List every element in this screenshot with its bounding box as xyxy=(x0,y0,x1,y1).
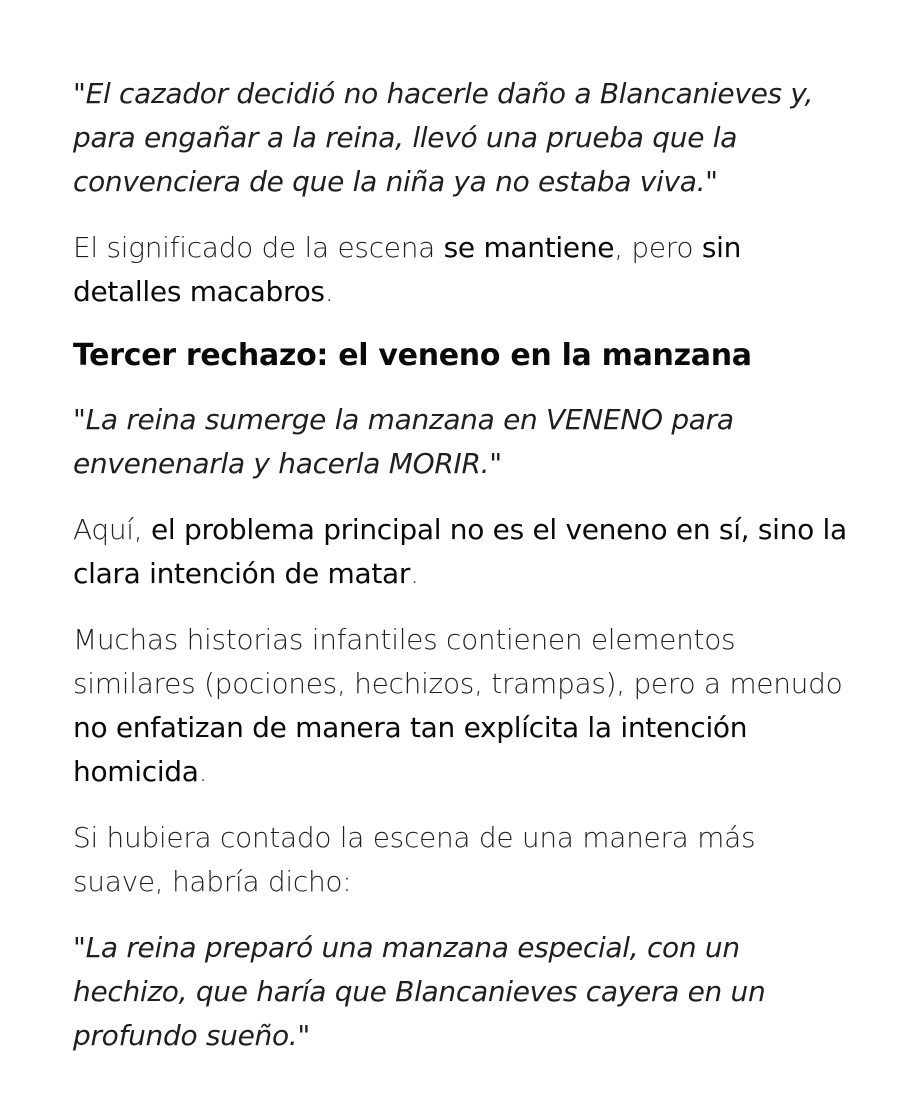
text: . xyxy=(324,275,334,308)
text: . xyxy=(410,557,419,590)
emphasis: no enfatizan de manera tan explícita la intención homicida xyxy=(73,711,748,788)
paragraph-problem xyxy=(73,508,853,596)
text: El significado de la escena xyxy=(73,231,444,264)
paragraph-meaning xyxy=(73,226,853,314)
paragraph-softer: Si hubiera contado la escena de una manera más suave, habría dicho: xyxy=(73,821,756,898)
quote-hunter: "El cazador decidió no hacerle daño a Blancanieves y, para engañar a la reina, llevó una prueba que la convenciera de que la niña ya no estaba viva." xyxy=(73,77,814,198)
text: . xyxy=(198,755,208,788)
quote-spell: "La reina preparó una manzana especial, con un hechizo, que haría que Blancanieves cayera en un profundo sueño." xyxy=(73,931,766,1052)
emphasis: el problema principal no es el veneno en sí, sino la clara intención de matar xyxy=(73,513,847,590)
text: , pero xyxy=(614,231,702,264)
text: Aquí, xyxy=(73,513,151,546)
section-heading: Tercer rechazo: el veneno en la manzana xyxy=(73,338,752,373)
quote-poison: "La reina sumerge la manzana en VENENO para envenenarla y hacerla MORIR." xyxy=(73,403,734,480)
emphasis: se mantiene xyxy=(443,231,615,264)
text: Muchas historias infantiles contienen elementos similares (pociones, hechizos, trampas), pero a menudo xyxy=(73,623,843,700)
emphasis: sin detalles macabros xyxy=(73,231,742,308)
paragraph-stories xyxy=(73,618,853,794)
document-body xyxy=(73,72,853,1058)
